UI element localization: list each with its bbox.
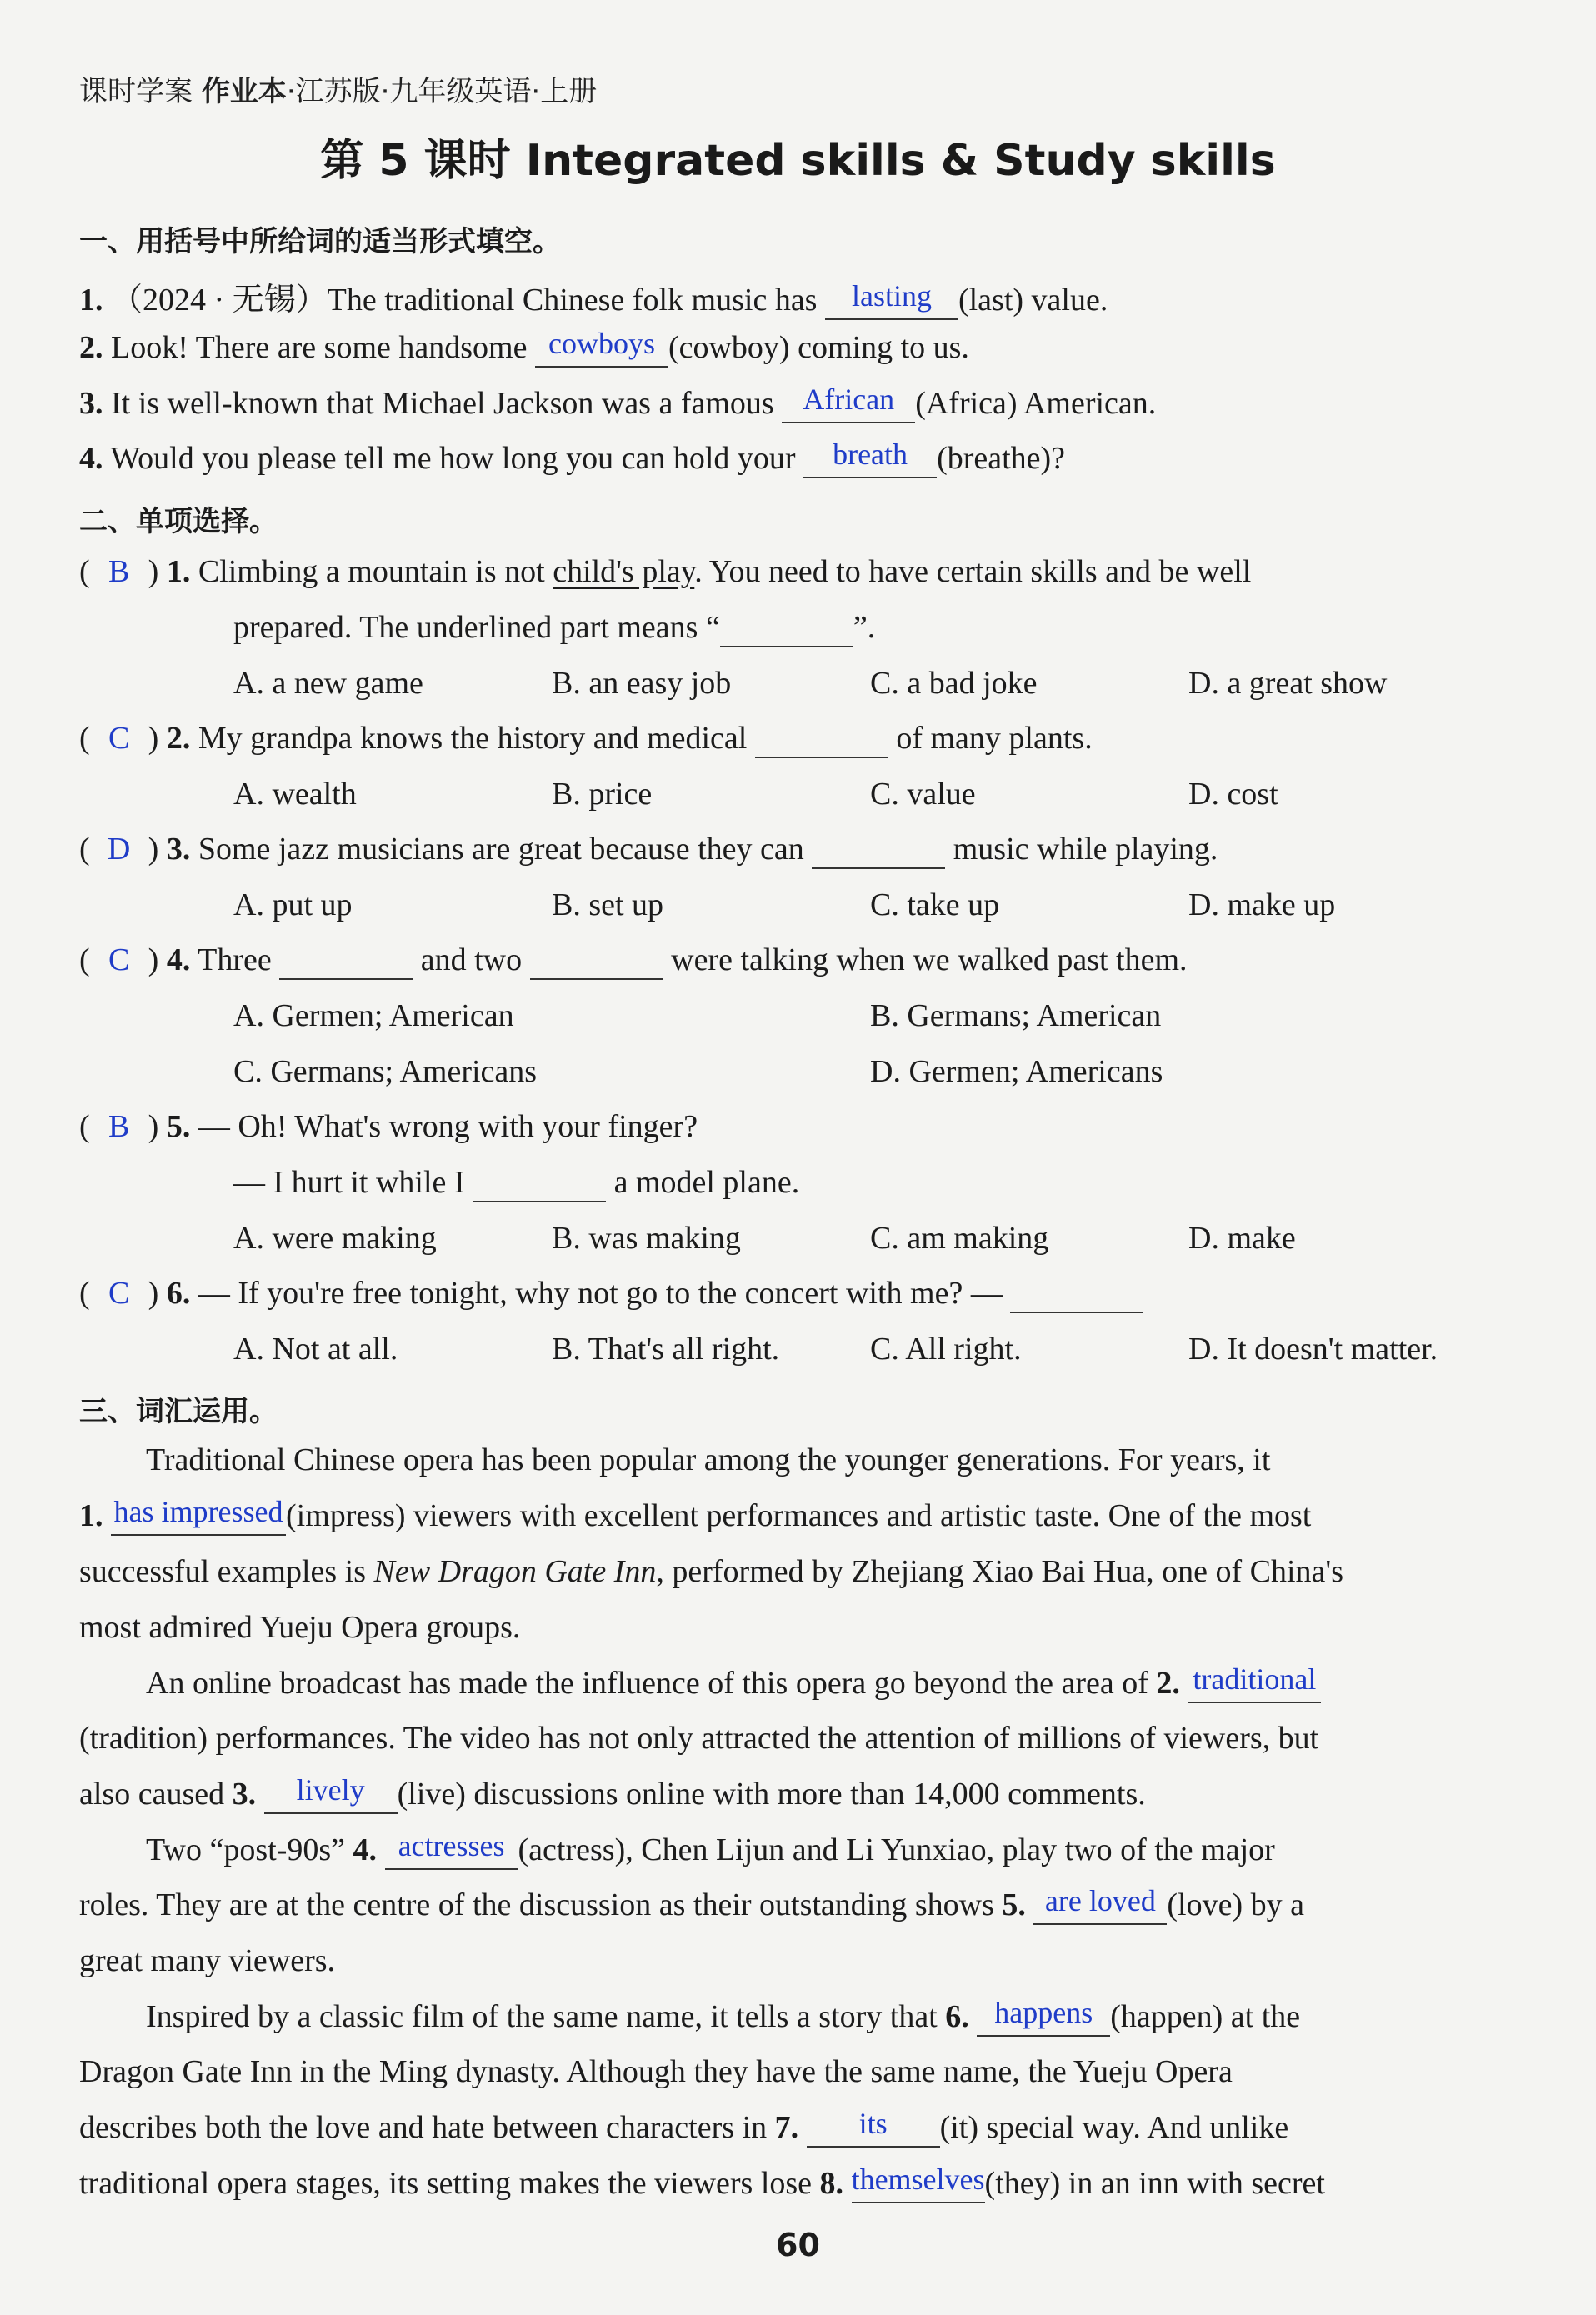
p1-line3: successful examples is New Dragon Gate Inn, performed by Zhejiang Xiao Bai Hua, one of China's	[79, 1554, 1344, 1589]
q4-answer[interactable]: C	[108, 942, 130, 978]
p2-line1: An online broadcast has made the influence of this opera go beyond the area of 2. traditional	[146, 1665, 1321, 1703]
q5-answer[interactable]: B	[108, 1109, 130, 1144]
s1-item-1: 1. （2024 · 无锡）The traditional Chinese folk music has lasting (last) value.	[79, 273, 1108, 320]
p3-line3: great many viewers.	[79, 1943, 336, 1978]
q6-option-d[interactable]: D. It doesn't matter.	[1188, 1332, 1438, 1367]
p3-line2: roles. They are at the centre of the discussion as their outstanding shows 5. are loved (love) by a	[79, 1887, 1304, 1925]
q5-option-b[interactable]: B. was making	[552, 1221, 741, 1256]
p4-line1: Inspired by a classic film of the same name, it tells a story that 6. happens (happen) at the	[146, 1998, 1300, 2037]
q6-answer[interactable]: C	[108, 1276, 130, 1311]
p2-line3: also caused 3. lively (live) discussions online with more than 14,000 comments.	[79, 1776, 1146, 1814]
answer-blank-6[interactable]: happens	[977, 1998, 1110, 2037]
p3-line1: Two “post-90s” 4. actresses (actress), Chen Lijun and Li Yunxiao, play two of the major	[146, 1832, 1275, 1870]
q4-option-a[interactable]: A. Germen; American	[233, 998, 514, 1033]
answer-blank-5[interactable]: are loved	[1033, 1887, 1167, 1925]
q6-option-a[interactable]: A. Not at all.	[233, 1332, 398, 1367]
q2-line1: ( C ) 2. My grandpa knows the history and medical of many plants.	[79, 720, 1093, 758]
q2-option-c[interactable]: C. value	[870, 777, 976, 812]
answer-blank[interactable]: cowboys	[535, 329, 668, 368]
q3-option-d[interactable]: D. make up	[1188, 888, 1336, 922]
p1-line1: Traditional Chinese opera has been popular among the younger generations. For years, it	[146, 1442, 1271, 1478]
p4-line2: Dragon Gate Inn in the Ming dynasty. Although they have the same name, the Yueju Opera	[79, 2054, 1233, 2089]
q4-option-c[interactable]: C. Germans; Americans	[233, 1054, 538, 1089]
answer-blank[interactable]: lasting	[825, 282, 958, 320]
q6-option-c[interactable]: C. All right.	[870, 1332, 1022, 1367]
s1-item-4: 4. Would you please tell me how long you can hold your breath (breathe)?	[79, 440, 1065, 478]
s1-item-2: 2. Look! There are some handsome cowboys (cowboy) coming to us.	[79, 329, 969, 368]
q5-line2: — I hurt it while I a model plane.	[233, 1164, 799, 1202]
p1-line2: 1. has impressed (impress) viewers with excellent performances and artistic taste. One of the most	[79, 1498, 1311, 1536]
section2-heading: 二、单项选择。	[79, 505, 278, 538]
q5-line1: ( B ) 5. — Oh! What's wrong with your finger?	[79, 1109, 698, 1144]
section1-heading: 一、用括号中所给词的适当形式填空。	[79, 225, 561, 258]
q3-option-a[interactable]: A. put up	[233, 888, 353, 922]
answer-blank-8[interactable]: themselves	[852, 2165, 985, 2203]
p1-line4: most admired Yueju Opera groups.	[79, 1610, 521, 1645]
q2-option-a[interactable]: A. wealth	[233, 777, 357, 812]
q3-line1: ( D ) 3. Some jazz musicians are great because they can music while playing.	[79, 831, 1218, 869]
q5-option-d[interactable]: D. make	[1188, 1221, 1296, 1256]
lesson-title: 第 5 课时 Integrated skills & Study skills	[320, 136, 1276, 186]
page-number: 60	[776, 2227, 820, 2263]
answer-blank-7[interactable]: its	[807, 2109, 940, 2148]
q3-option-b[interactable]: B. set up	[552, 888, 664, 922]
q4-option-b[interactable]: B. Germans; American	[870, 998, 1162, 1033]
q4-option-d[interactable]: D. Germen; Americans	[870, 1054, 1163, 1089]
q1-option-d[interactable]: D. a great show	[1188, 666, 1388, 701]
q1-line1: ( B ) 1. Climbing a mountain is not child's play. You need to have certain skills and be well	[79, 554, 1252, 589]
q6-option-b[interactable]: B. That's all right.	[552, 1332, 780, 1367]
q2-answer[interactable]: C	[108, 721, 130, 756]
answer-blank-1[interactable]: has impressed	[111, 1498, 286, 1536]
answer-blank[interactable]: breath	[803, 440, 937, 478]
q2-option-d[interactable]: D. cost	[1188, 777, 1278, 812]
q5-option-a[interactable]: A. were making	[233, 1221, 437, 1256]
q1-option-b[interactable]: B. an easy job	[552, 666, 732, 701]
q5-option-c[interactable]: C. am making	[870, 1221, 1049, 1256]
underlined-phrase: child's play	[553, 554, 695, 589]
p2-line2: (tradition) performances. The video has not only attracted the attention of millions of viewers, but	[79, 1721, 1319, 1756]
s1-item-3: 3. It is well-known that Michael Jackson was a famous African (Africa) American.	[79, 385, 1156, 423]
answer-blank-2[interactable]: traditional	[1188, 1665, 1321, 1703]
q1-option-a[interactable]: A. a new game	[233, 666, 423, 701]
p4-line4: traditional opera stages, its setting makes the viewers lose 8. themselves (they) in an inn with secret	[79, 2165, 1325, 2203]
q2-option-b[interactable]: B. price	[552, 777, 653, 812]
answer-blank-4[interactable]: actresses	[385, 1832, 518, 1870]
answer-blank-3[interactable]: lively	[264, 1776, 398, 1814]
q4-line1: ( C ) 4. Three and two were talking when we walked past them.	[79, 942, 1188, 980]
q1-line2: prepared. The underlined part means “ ”.	[233, 609, 875, 648]
q1-answer[interactable]: B	[108, 554, 130, 589]
answer-blank[interactable]: African	[782, 385, 915, 423]
q3-answer[interactable]: D	[107, 832, 131, 867]
section3-heading: 三、词汇运用。	[79, 1395, 278, 1428]
q1-option-c[interactable]: C. a bad joke	[870, 666, 1038, 701]
q6-line1: ( C ) 6. — If you're free tonight, why not go to the concert with me? —	[79, 1275, 1143, 1313]
book-header: 课时学案 作业本·江苏版·九年级英语·上册	[79, 75, 598, 108]
p4-line3: describes both the love and hate between characters in 7. its (it) special way. And unlike	[79, 2109, 1288, 2148]
q3-option-c[interactable]: C. take up	[870, 888, 1000, 922]
